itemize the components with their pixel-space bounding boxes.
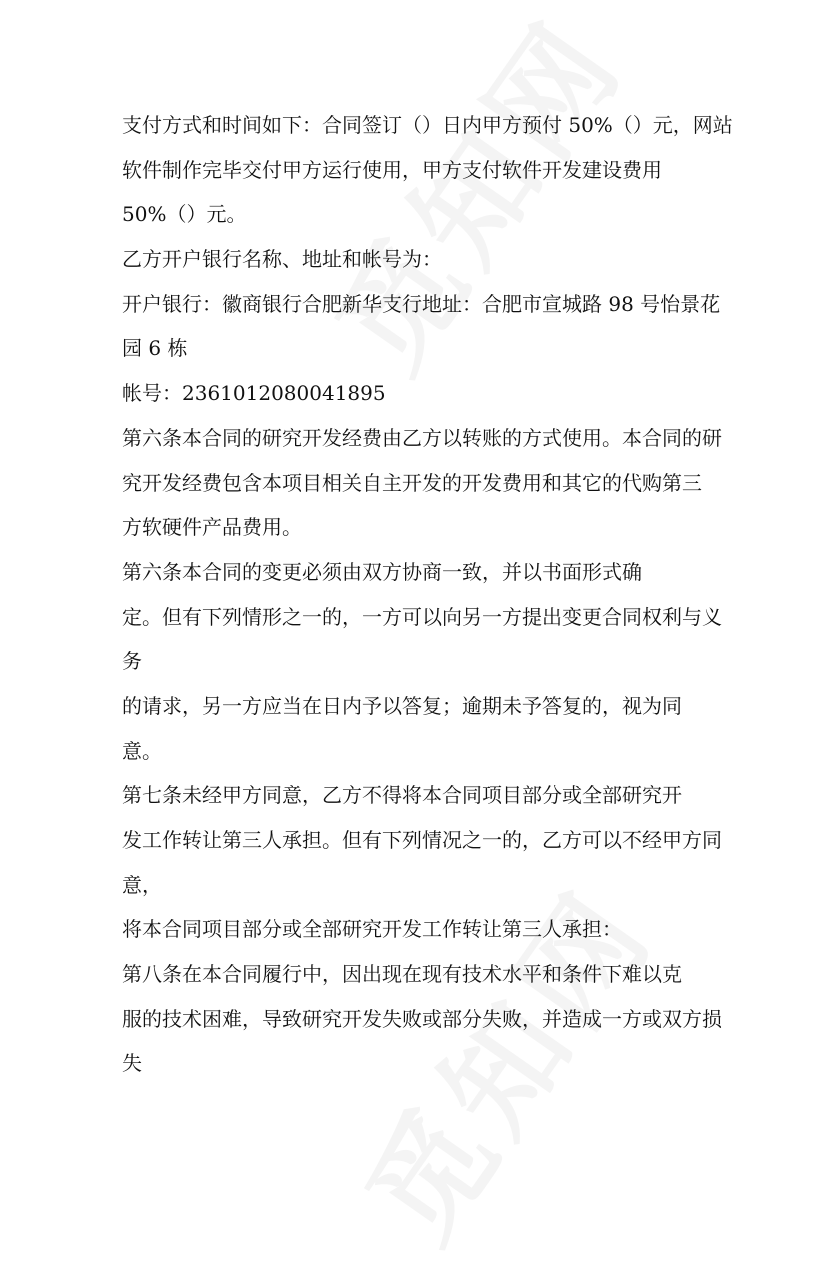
text-line: 乙方开户银行名称、地址和帐号为：: [122, 247, 442, 272]
text-line: 第八条在本合同履行中，因出现在现有技术水平和条件下难以克: [122, 962, 682, 987]
text-line: 发工作转让第三人承担。但有下列情况之一的，乙方可以不经甲方同: [122, 828, 722, 852]
text-line: 开户银行：徽商银行合肥新华支行地址：合肥市宣城路 98 号怡景花: [122, 291, 721, 316]
text-line: 的请求，另一方应当在日内予以答复；逾期未予答复的，视为同: [122, 693, 682, 718]
text-line: 支付方式和时间如下：合同签订（）日内甲方预付 50%（）元，网站: [122, 113, 733, 137]
text-line: 意，: [122, 872, 162, 897]
text-line: 第六条本合同的变更必须由双方协商一致，并以书面形式确: [122, 559, 642, 584]
text-line: 软件制作完毕交付甲方运行使用，甲方支付软件开发建设费用: [122, 157, 662, 182]
text-line: 第七条未经甲方同意，乙方不得将本合同项目部分或全部研究开: [122, 783, 682, 808]
text-line: 第六条本合同的研究开发经费由乙方以转账的方式使用。本合同的研: [122, 425, 722, 450]
text-line: 将本合同项目部分或全部研究开发工作转让第三人承担：: [122, 917, 622, 942]
text-line: 务: [122, 649, 142, 674]
text-line: 服的技术困难，导致研究开发失败或部分失败，并造成一方或双方损: [122, 1006, 722, 1031]
text-line: 意。: [122, 738, 162, 763]
text-line: 50%（）元。: [122, 202, 247, 227]
text-line: 失: [122, 1051, 142, 1076]
text-line: 园 6 栋: [122, 336, 188, 361]
text-line: 究开发经费包含本项目相关自主开发的开发费用和其它的代购第三: [122, 470, 702, 495]
text-line: 方软硬件产品费用。: [122, 515, 302, 540]
text-line: 定。但有下列情形之一的，一方可以向另一方提出变更合同权利与义: [122, 604, 722, 629]
document-body: [122, 103, 733, 1086]
text-line: 帐号：2361012080041895: [122, 381, 386, 406]
